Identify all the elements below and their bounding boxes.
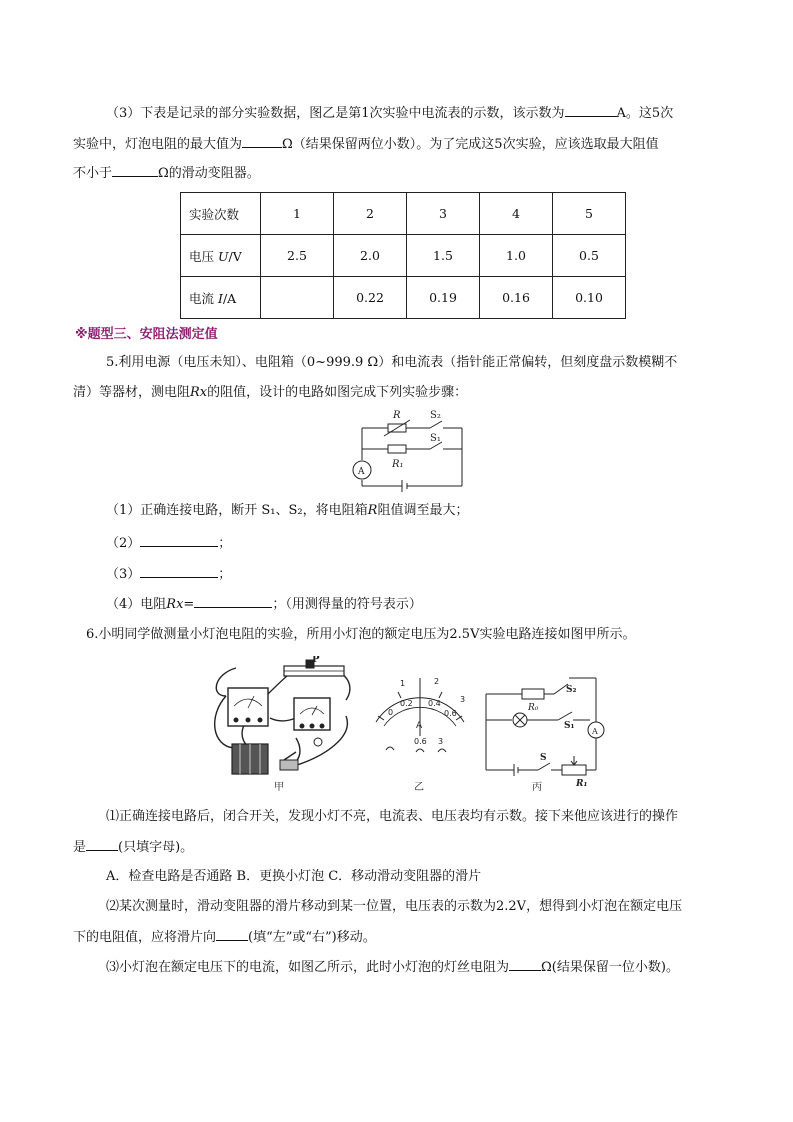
step-text: 阻值调至最大； <box>377 503 469 518</box>
q5-line-1: 5.利用电源（电压未知）、电阻箱（0~999.9 Ω）和电流表（指针能正常偏转，但刻度盘示数模糊不 <box>106 355 678 370</box>
table-cell: 0.16 <box>480 277 553 319</box>
answer-blank[interactable] <box>565 104 617 117</box>
dial-tick-label: 0.2 <box>400 699 413 708</box>
table-cell: 0.10 <box>553 277 626 319</box>
q5-step-3 <box>106 565 231 584</box>
step-text: （3） <box>106 567 141 582</box>
figure-caption-jia: 甲 <box>274 782 284 792</box>
label-s: S <box>540 753 547 763</box>
figure-caption-bing: 丙 <box>532 782 542 793</box>
table-row <box>181 277 626 319</box>
label-text: /A <box>222 290 237 306</box>
q3-line-2 <box>73 135 659 154</box>
resistor-r1-symbol <box>388 445 406 453</box>
q6-text: 下的电阻值，应将滑片向 <box>73 930 217 945</box>
label-s2: S₂ <box>566 685 577 695</box>
terminal-label: 0.6 <box>414 737 427 746</box>
answer-blank[interactable] <box>86 838 118 851</box>
table-cell: 1.5 <box>407 235 480 277</box>
answer-blank[interactable] <box>112 164 158 177</box>
step-text: （1）正确连接电路，断开 S₁、S₂，将电阻箱 <box>106 503 368 518</box>
q3-text: Ω的滑动变阻器。 <box>158 166 260 181</box>
table-cell: 3 <box>407 193 480 235</box>
label-s1: S₁ <box>430 433 441 444</box>
q6-part2-line-2 <box>73 928 376 947</box>
label-r0: R₀ <box>528 703 539 713</box>
table-row <box>181 193 626 235</box>
answer-blank[interactable] <box>140 534 218 547</box>
table-cell: 4 <box>480 193 553 235</box>
label-text: 电压 <box>189 248 218 264</box>
lamp-icon <box>314 738 322 746</box>
rheostat-r1-symbol <box>562 765 586 775</box>
step-text: （4）电阻 <box>106 597 167 612</box>
dial-tick-label: 0.6 <box>444 709 457 718</box>
q3-text: A。这5次 <box>616 106 674 121</box>
label-p: P <box>312 656 320 665</box>
dial-unit-label: A <box>416 721 423 731</box>
step-text: = <box>183 597 195 612</box>
q5-step-2 <box>106 534 231 553</box>
table-cell: 2.5 <box>261 235 334 277</box>
q6-text: (只填字母)。 <box>118 840 194 855</box>
table-cell: 0.19 <box>407 277 480 319</box>
label-r1: R₁ <box>392 459 404 470</box>
q6-figure-bing-circuit <box>478 664 606 794</box>
answer-blank[interactable] <box>216 928 248 941</box>
resistor-r0-symbol <box>522 689 544 699</box>
switch-s1-symbol <box>558 712 572 720</box>
q5-step-1 <box>106 502 468 520</box>
table-header-cell <box>181 235 261 277</box>
q6-part2-line-1: ⑵某次测量时，滑动变阻器的滑片移动到某一位置，电压表的示数为2.2V，想得到小灯泡在额定电压 <box>106 899 683 914</box>
q5-circuit-diagram <box>342 408 472 494</box>
answer-blank[interactable] <box>140 565 218 578</box>
symbol: Rx <box>166 597 184 612</box>
section-heading: ※题型三、安阻法测定值 <box>75 327 218 342</box>
label-s2: S₂ <box>430 410 441 421</box>
label-a: A <box>592 727 598 736</box>
label-r1: R₁ <box>576 779 588 789</box>
label-a: A <box>358 467 365 477</box>
dial-tick-label: 1 <box>400 679 406 688</box>
answer-blank[interactable] <box>509 958 541 971</box>
dial-tick-label: 0 <box>388 708 394 717</box>
dial-tick-label: 0.4 <box>428 699 441 708</box>
experiment-data-table <box>180 192 626 319</box>
q5-line-2 <box>73 384 467 402</box>
table-header-cell <box>181 277 261 319</box>
terminal-label: 3 <box>438 737 444 746</box>
label-text: 电流 <box>189 290 218 306</box>
terminal-icon <box>438 749 446 752</box>
q6-part1-line-1: ⑴正确连接电路后，闭合开关，发现小灯不亮，电流表、电压表均有示数。接下来他应该进行的操作 <box>106 809 679 824</box>
q3-text: （3）下表是记录的部分实验数据，图乙是第1次实验中电流表的示数，该示数为 <box>106 106 565 121</box>
label-s1: S₁ <box>564 721 575 731</box>
q6-text: ⑶小灯泡在额定电压下的电流，如图乙所示，此时小灯泡的灯丝电阻为 <box>106 960 510 975</box>
answer-blank[interactable] <box>194 595 272 608</box>
terminal-icon <box>416 749 424 752</box>
symbol: Rx <box>190 385 208 400</box>
table-cell: 2 <box>334 193 407 235</box>
q6-intro: 6.小明同学做测量小灯泡电阻的实验，所用小灯泡的额定电压为2.5V实验电路连接如图甲所示。 <box>86 627 636 642</box>
symbol: I <box>217 290 223 306</box>
switch-s-symbol <box>538 763 550 770</box>
dial-tick-label: 3 <box>460 695 466 704</box>
q3-text: Ω（结果保留两位小数）。为了完成这5次实验，应该选取最大阻值 <box>282 137 659 152</box>
q6-part1-line-2 <box>73 838 193 857</box>
q5-step-4 <box>106 595 422 614</box>
table-cell: 0.22 <box>334 277 407 319</box>
table-cell: 2.0 <box>334 235 407 277</box>
q3-text: 不小于 <box>73 166 113 181</box>
label-r: R <box>393 410 401 421</box>
step-text: （2） <box>106 536 141 551</box>
q6-figure-yi-ammeter-dial <box>364 670 474 794</box>
q6-text: Ω(结果保留一位小数)。 <box>541 960 679 975</box>
step-text: ； <box>218 536 232 551</box>
q6-figure-jia-physical-circuit <box>206 656 358 792</box>
symbol: R <box>367 503 378 518</box>
q6-text: (填“左”或“右”)移动。 <box>248 930 376 945</box>
table-cell: 1.0 <box>480 235 553 277</box>
table-row <box>181 235 626 277</box>
switch-device-icon <box>280 760 298 770</box>
symbol: U <box>217 248 229 264</box>
table-header-cell: 实验次数 <box>181 193 261 235</box>
table-cell: 1 <box>261 193 334 235</box>
q3-text: 实验中，灯泡电阻的最大值为 <box>73 137 243 152</box>
switch-s2-symbol <box>430 421 442 428</box>
table-cell: 5 <box>553 193 626 235</box>
q5-text: 清）等器材，测电阻 <box>73 385 191 400</box>
q6-options: A．检查电路是否通路 B．更换小灯泡 C．移动滑动变阻器的滑片 <box>106 869 482 884</box>
q6-text: 是 <box>73 840 87 855</box>
figure-caption-yi: 乙 <box>414 782 424 793</box>
terminal-icon <box>386 747 394 750</box>
dial-tick-label: 2 <box>434 677 440 686</box>
table-cell: 0.5 <box>553 235 626 277</box>
table-cell <box>261 277 334 319</box>
q3-line-1 <box>106 104 673 123</box>
q5-text: 的阻值，设计的电路如图完成下列实验步骤： <box>207 385 468 400</box>
step-text: ； <box>218 567 232 582</box>
q6-part3-line <box>106 958 679 977</box>
step-text: ；（用测得量的符号表示） <box>272 597 422 612</box>
label-text: /V <box>228 248 242 264</box>
answer-blank[interactable] <box>242 135 282 148</box>
q3-line-3 <box>73 164 260 183</box>
